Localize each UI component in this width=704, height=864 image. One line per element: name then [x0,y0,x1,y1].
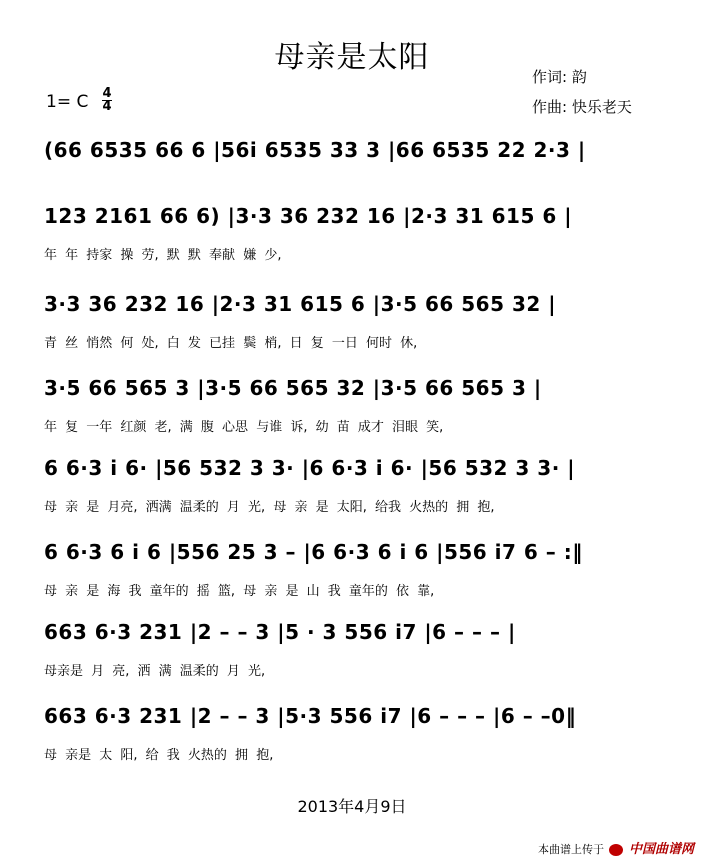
notes-line: (66 6535 66 6 |56i 6535 33 3 |66 6535 22 2·3 | [44,138,586,162]
lyrics-line: 年 复 一年 红颜 老, 满 腹 心思 与谁 诉, 幼 苗 成才 泪眼 笑, [44,420,444,435]
upload-text: 本曲谱上传于 [537,843,604,856]
lyrics-line: 母 亲是 太 阳, 给 我 火热的 拥 抱, [44,748,274,763]
lyrics-line: 母 亲 是 月亮, 洒满 温柔的 月 光, 母 亲 是 太阳, 给我 火热的 拥 抱, [44,500,495,515]
composer: 作曲: 快乐老天 [532,98,632,116]
site-logo-icon [609,844,623,856]
notes-line: 663 6·3 231 |2 – – 3 |5·3 556 i7 |6 – – – |6 – –0‖ [44,704,577,728]
date-stamp: 2013年4月9日 [297,797,407,816]
notes-line: 3·3 36 232 16 |2·3 31 615 6 |3·5 66 565 32 | [44,292,557,316]
song-title: 母亲是太阳 [274,40,430,75]
site-brand[interactable]: 中国曲谱网 [628,842,694,857]
site-footer [538,838,694,857]
time-signature-bottom: 4 [102,99,112,114]
lyrics-line: 青 丝 悄然 何 处, 白 发 已挂 鬓 梢, 日 复 一日 何时 休, [44,336,418,351]
time-signature-top: 4 [102,86,112,101]
notes-line: 6 6·3 6 i 6 |556 25 3 – |6 6·3 6 i 6 |556 i7 6 – :‖ [44,540,583,564]
notes-line: 3·5 66 565 3 |3·5 66 565 32 |3·5 66 565 3 | [44,376,542,400]
lyrics-line: 母 亲 是 海 我 童年的 摇 篮, 母 亲 是 山 我 童年的 依 靠, [44,584,435,599]
notes-line: 6 6·3 i 6· |56 532 3 3· |6 6·3 i 6· |56 532 3 3· | [44,456,576,480]
key-signature: 1= C [46,92,89,112]
lyrics-line [44,178,674,198]
lyrics-line: 年 年 持家 操 劳, 默 默 奉献 嫌 少, [44,248,282,263]
lyrics-line: 母亲是 月 亮, 洒 满 温柔的 月 光, [44,664,266,679]
notes-line: 663 6·3 231 |2 – – 3 |5 · 3 556 i7 |6 – – – | [44,620,516,644]
lyricist: 作词: 韵 [532,68,587,86]
time-signature [101,88,113,113]
notes-line: 123 2161 66 6) |3·3 36 232 16 |2·3 31 615 6 | [44,204,573,228]
